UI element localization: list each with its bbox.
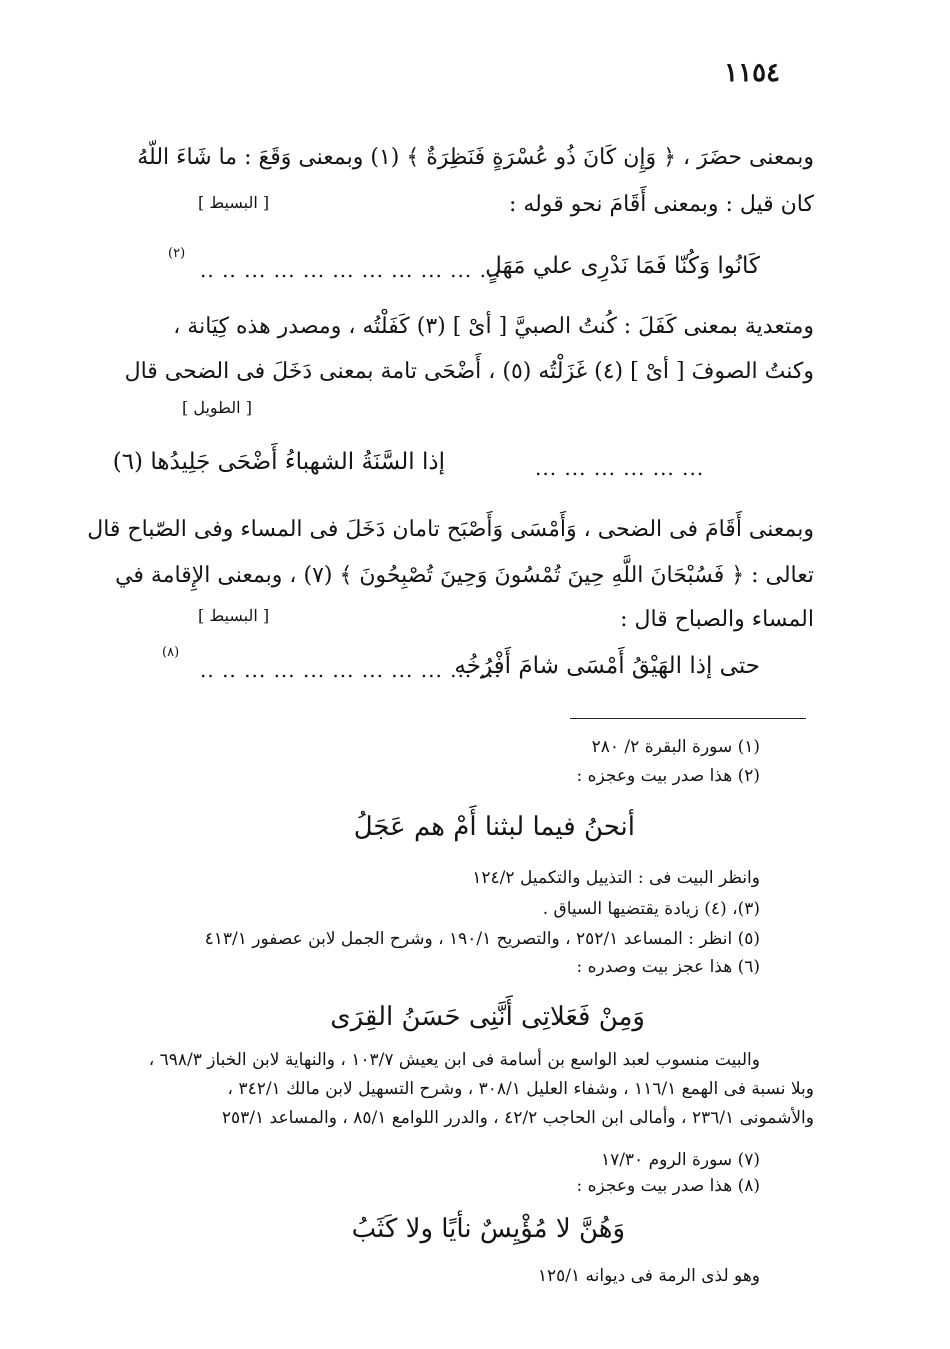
footnote-7: (٧) سورة الروم ١٧/٣٠ <box>600 1150 760 1170</box>
footnote-5: (٥) انظر : المساعد ٢٥٢/١ ، والتصريح ١٩٠/١ ، وشرح الجمل لابن عصفور ٤١٣/١ <box>204 929 760 949</box>
footnote-3-4: (٣)، (٤) زيادة يقتضيها السياق . <box>542 899 760 919</box>
body-line-7: وبمعنى أَقَامَ فى الضحى ، وَأَمْسَى وَأَصْبَح تامان دَخَلَ فى المساء وفى الصّباح قال <box>87 517 814 542</box>
footnote-separator <box>570 718 806 719</box>
footnote-ref-2: (٢) <box>168 246 186 261</box>
body-line-8: تعالى : ﴿ فَسُبْحَانَ اللَّهِ حِينَ تُمْسُونَ وَحِينَ تُصْبِحُونَ ﴾ (٧) ، وبمعنى الإِقامة في <box>115 563 814 588</box>
meter-label-tawil: [ الطويل ] <box>182 398 252 417</box>
footnote-6-source-3: والأشمونى ٢٣٦/١ ، وأمالى ابن الحاجب ٤٢/٢ ، والدرر اللوامع ٨٥/١ ، والمساعد ٢٥٣/١ <box>221 1108 814 1128</box>
body-line-5: وكنتُ الصوفَ [ أىْ ] (٤) غَزَلْتُه (٥) ، أَضْحَى تامة بمعنى دَخَلَ فى الضحى قال <box>124 359 814 384</box>
footnote-8: (٨) هذا صدر بيت وعجزه : <box>576 1176 760 1196</box>
footnote-6: (٦) هذا عجز بيت وصدره : <box>576 957 760 977</box>
footnote-1: (١) سورة البقرة ٢/ ٢٨٠ <box>591 737 760 757</box>
footnote-6-source-1: والبيت منسوب لعبد الواسع بن أسامة فى ابن يعيش ١٠٣/٧ ، والنهاية لابن الخباز ٦٩٨/٣ ، <box>148 1050 760 1070</box>
verse-ellipsis-3: .. .. ... ... ... ... ... ... ... ... ... <box>200 658 502 682</box>
footnote-6-verse: وَمِنْ فَعَلاتِى أَنَّنِى حَسَنُ القِرَى <box>330 1002 645 1032</box>
body-line-1: وبمعنى حضَرَ ، ﴿ وَإِن كَانَ ذُو عُسْرَةٍ فَنَظِرَةٌ ﴾ (١) وبمعنى وَقَعَ : ما شَاءَ اللّهُ <box>137 145 814 170</box>
page-number: ١١٥٤ <box>724 58 780 88</box>
footnote-ref-8: (٨) <box>162 645 180 660</box>
meter-label-basit: [ البسيط ] <box>198 193 270 212</box>
poetry-verse-3: حتى إذا الهَيْقُ أَمْسَى شامَ أَفْرُخُه <box>454 653 760 679</box>
poetry-verse-1: كَانُوا وَكُنّا فَمَا نَدْرِى علي مَهَلٍ <box>485 253 760 279</box>
footnote-2: (٢) هذا صدر بيت وعجزه : <box>576 766 760 786</box>
footnote-8-source: وهو لذى الرمة فى ديوانه ١٢٥/١ <box>537 1266 760 1286</box>
verse-ellipsis-1: .. .. ... ... ... ... ... ... ... ... ... <box>200 258 502 282</box>
body-line-2: كان قيل : وبمعنى أَقَامَ نحو قوله : <box>508 192 814 217</box>
meter-label-basit-2: [ البسيط ] <box>198 606 270 625</box>
body-line-9: المساء والصباح قال : <box>620 607 814 632</box>
footnote-2-verse: أنحنُ فيما لبثنا أَمْ هم عَجَلُ <box>353 812 635 842</box>
verse-ellipsis-2: ... ... ... ... ... ... <box>535 456 705 480</box>
footnote-8-verse: وَهُنَّ لا مُؤْيِسٌ نأيًا ولا كَثَبُ <box>351 1214 625 1244</box>
footnote-6-source-2: وبلا نسبة فى الهمع ١١٦/١ ، وشفاء العليل ٣٠٨/١ ، وشرح التسهيل لابن مالك ٣٤٢/١ ، <box>227 1079 814 1099</box>
poetry-verse-2: إذا السَّنَةُ الشهباءُ أَضْحَى جَلِيدُها (٦) <box>112 449 445 475</box>
body-line-4: ومتعدية بمعنى كَفَلَ : كُنتُ الصبيَّ [ أىْ ] (٣) كَفَلْتُه ، ومصدر هذه كِيَانة ، <box>173 314 814 339</box>
footnote-2-source: وانظر البيت فى : التذييل والتكميل ١٢٤/٢ <box>472 868 760 888</box>
